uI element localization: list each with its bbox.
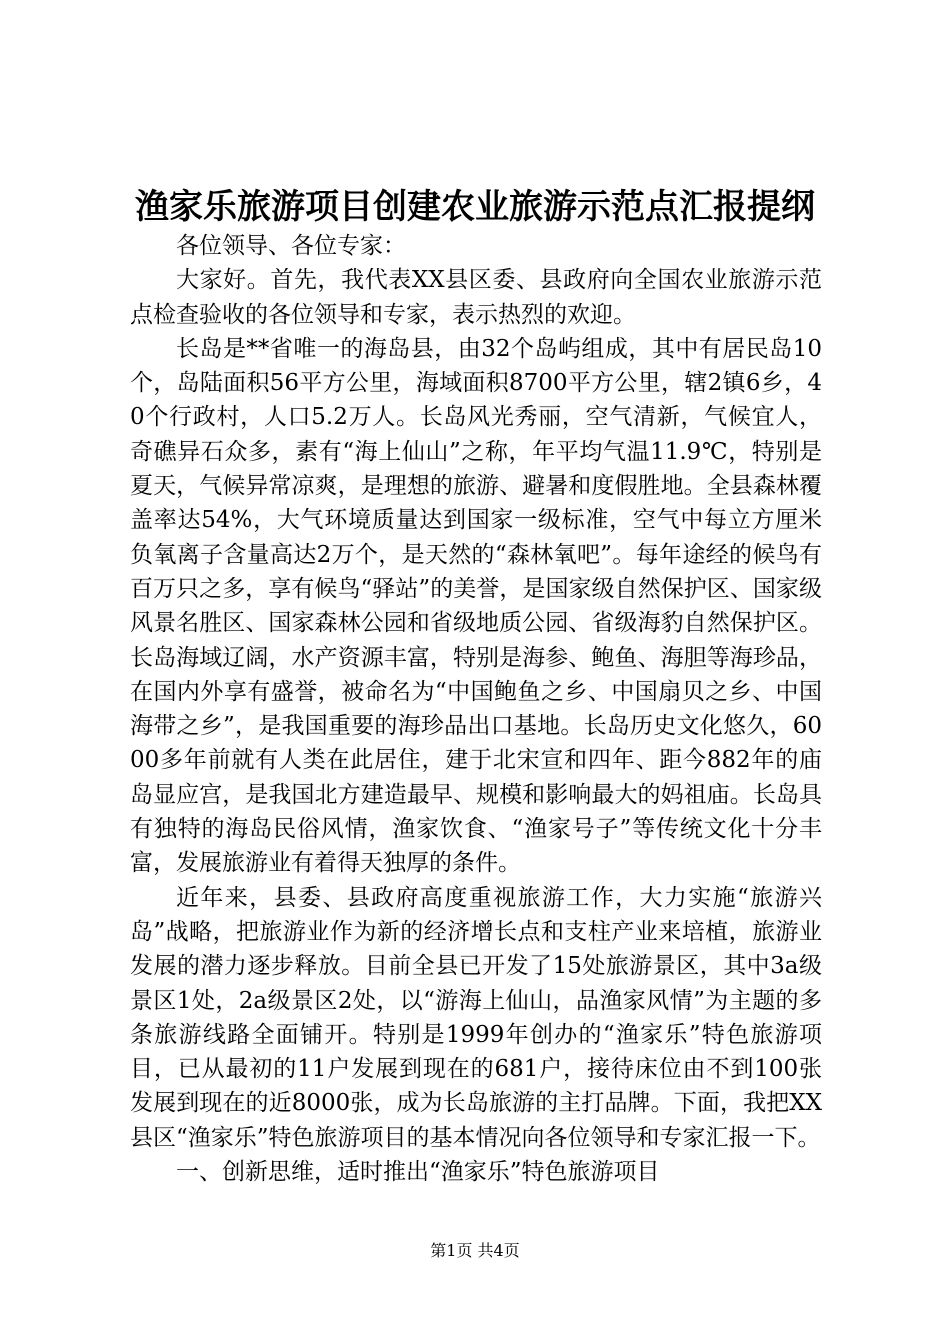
development-paragraph: 近年来，县委、县政府高度重视旅游工作，大力实施“旅游兴岛”战略，把旅游业作为新的经济增长点和支柱产业来培植，旅游业发展的潜力逐步释放。目前全县已开发了15处旅游景区，其中3a级景区1处，2a级景区2处，以“游海上仙山，品渔家风情”为主题的多条旅游线路全面铺开。特别是1999年创办的“渔家乐”特色旅游项目，已从最初的11户发展到现在的681户，接待床位由不到100张发展到现在的近8000张，成为长岛旅游的主打品牌。下面，我把XX县区“渔家乐”特色旅游项目的基本情况向各位领导和专家汇报一下。	[130, 884, 822, 1151]
introduction-paragraph: 长岛是**省唯一的海岛县，由32个岛屿组成，其中有居民岛10个，岛陆面积56平方公里，海域面积8700平方公里，辖2镇6乡，40个行政村，人口5.2万人。长岛风光秀丽，空气清新，气候宜人，奇礁异石众多，素有“海上仙山”之称，年平均气温11.9℃，特别是夏天，气候异常凉爽，是理想的旅游、避暑和度假胜地。全县森林覆盖率达54%，大气环境质量达到国家一级标准，空气中每立方厘米负氧离子含量高达2万个，是天然的“森林氧吧”。每年途经的候鸟有百万只之多，享有候鸟“驿站”的美誉，是国家级自然保护区、国家级风景名胜区、国家森林公园和省级地质公园、省级海豹自然保护区。长岛海域辽阔，水产资源丰富，特别是海参、鲍鱼、海胆等海珍品，在国内外享有盛誉，被命名为“中国鲍鱼之乡、中国扇贝之乡、中国海带之乡”，是我国重要的海珍品出口基地。长岛历史文化悠久，6000多年前就有人类在此居住，建于北宋宣和四年、距今882年的庙岛显应宫，是我国北方建造最早、规模和影响最大的妈祖庙。长岛具有独特的海岛民俗风情，渔家饮食、“渔家号子”等传统文化十分丰富，发展旅游业有着得天独厚的条件。	[130, 335, 822, 877]
page-footer: 第1页 共4页	[430, 1241, 520, 1260]
document-title: 渔家乐旅游项目创建农业旅游示范点汇报提纲	[135, 187, 815, 227]
salutation-paragraph: 各位领导、各位专家：	[176, 233, 406, 259]
section-heading: 一、创新思维，适时推出“渔家乐”特色旅游项目	[176, 1159, 660, 1186]
welcome-paragraph: 大家好。首先，我代表XX县区委、县政府向全国农业旅游示范点检查验收的各位领导和专家，表示热烈的欢迎。	[130, 267, 822, 328]
document-body	[130, 229, 822, 1189]
